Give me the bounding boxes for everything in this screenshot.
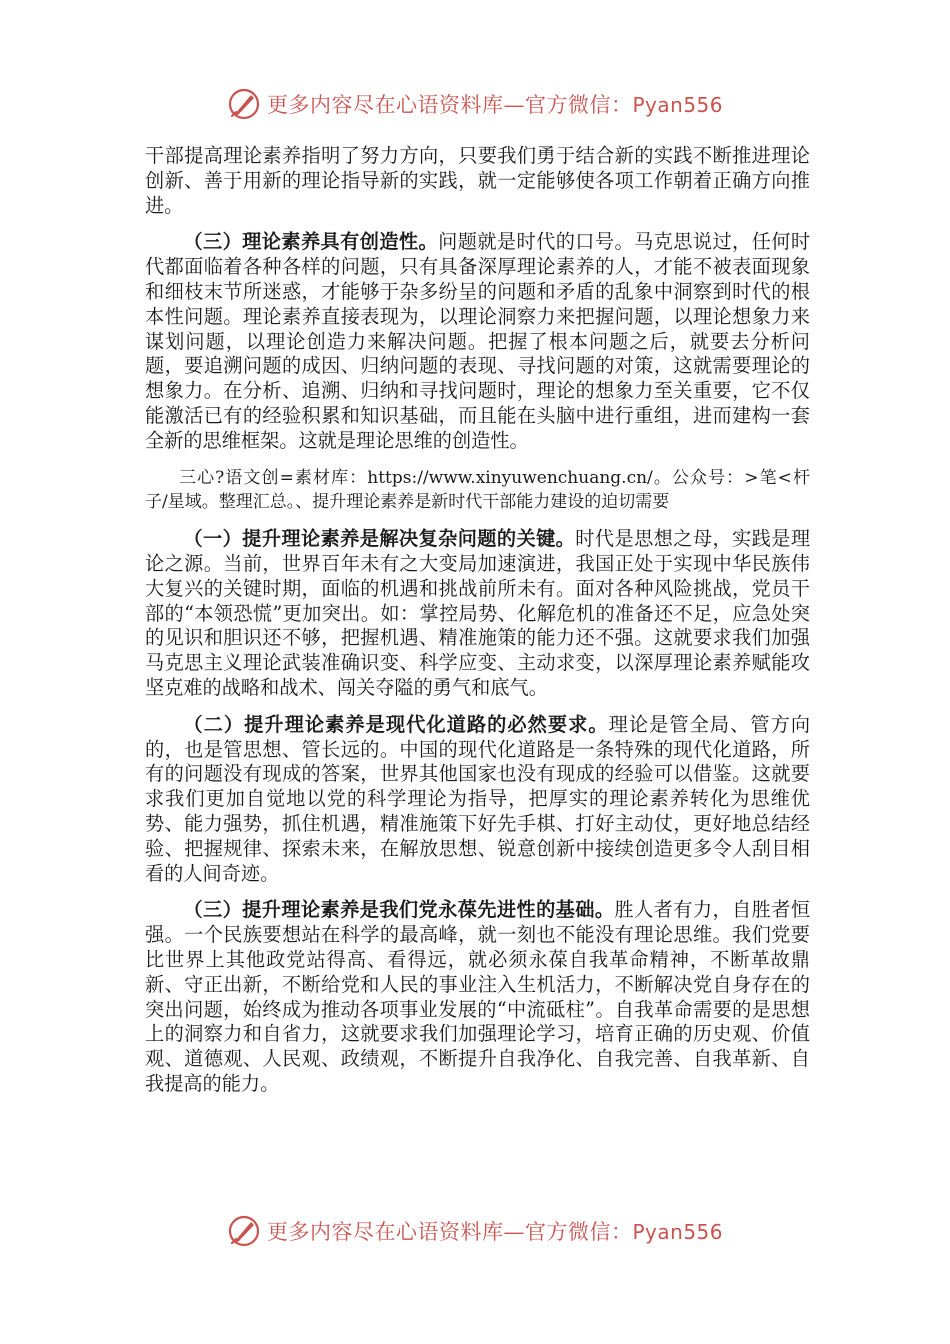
quill-logo-icon (227, 1214, 261, 1248)
paragraph-text: 问题就是时代的口号。马克思说过，任何时代都面临着各种各样的问题，只有具备深厚理论素养的人，才能不被表面现象和细枝末节所迷惑，才能够于杂多纷呈的问题和矛盾的乱象中洞察到时代的根本性问题。理论素养直接表现为，以理论洞察力来把握问题，以理论想象力来谋划问题，以理论创造力来解决问题。把握了根本问题之后，就要去分析问题，要追溯问题的成因、归纳问题的表现、寻找问题的对策，这就需要理论的想象力。在分析、追溯、归纳和寻找问题时，理论的想象力至关重要，它不仅能激活已有的经验积累和知识基础，而且能在头脑中进行重组，进而建构一套全新的思维框架。这就是理论思维的创造性。 (145, 230, 811, 452)
paragraph-text: 时代是思想之母，实践是理论之源。当前，世界百年未有之大变局加速演进，我国正处于实现中华民族伟大复兴的关键时期，面临的机遇和挑战前所未有。面对各种风险挑战，党员干部的“本领恐慌”更加突出。如：掌控局势、化解危机的准备还不足，应急处突的见识和胆识还不够，把握机遇、精准施策的能力还不强。这就要求我们加强马克思主义理论武装准确识变、科学应变、主动求变，以深厚理论素养赋能攻坚克难的战略和战术、闯关夺隘的勇气和底气。 (145, 527, 811, 699)
banner-text-cn: 更多内容尽在心语资料库—官方微信： (266, 93, 633, 117)
paragraph-text: 理论是管全局、管方向的，也是管思想、管长远的。中国的现代化道路是一条特殊的现代化道路，所有的问题没有现成的答案，世界其他国家也没有现成的经验可以借鉴。这就要求我们更加自觉地以党的科学理论为指导，把厚实的理论素养转化为思维优势、能力强势，抓住机遇，精准施策下好先手棋、打好主动仗，更好地总结经验、把握规律、探索未来，在解放思想、锐意创新中接续创造更多令人刮目相看的人间奇迹。 (145, 712, 811, 885)
quill-logo-icon (227, 87, 261, 121)
footer-banner (0, 1211, 950, 1251)
document-body (145, 144, 810, 1109)
paragraph (145, 230, 810, 453)
paragraph-text: 胜人者有力，自胜者恒强。一个民族要想站在科学的最高峰，就一刻也不能没有理论思维。我们党要比世界上其他政党站得高、看得远，就必须永葆自我革命精神，不断革故鼎新、守正出新，不断给党和人民的事业注入生机活力，不断解决党自身存在的突出问题，始终成为推动各项事业发展的“中流砥柱”。自我革命需要的是思想上的洞察力和自省力，这就要求我们加强理论学习，培育正确的历史观、价值观、道德观、人民观、政绩观，不断提升自我净化、自我完善、自我革新、自我提高的能力。 (145, 898, 811, 1095)
banner-wechat-id: Pyan556 (632, 1220, 723, 1244)
paragraph (145, 144, 810, 218)
paragraph-heading: （三）理论素养具有创造性。 (183, 230, 439, 254)
paragraph (145, 713, 810, 887)
paragraph-heading: （一）提升理论素养是解决复杂问题的关键。 (183, 527, 576, 551)
banner-text (267, 89, 723, 119)
banner-text (267, 1216, 723, 1246)
header-banner (0, 84, 950, 124)
banner-text-cn: 更多内容尽在心语资料库—官方微信： (266, 1220, 633, 1244)
paragraph (145, 527, 810, 701)
paragraph-heading: （三）提升理论素养是我们党永葆先进性的基础。 (183, 898, 615, 922)
source-note-text: 三心?语文创=素材库：https://www.xinyuwenchuang.cn/。公众号：>笔<杆子/星域。整理汇总。、提升理论素养是新时代干部能力建设的迫切需要 (145, 467, 810, 513)
paragraph-text: 干部提高理论素养指明了努力方向，只要我们勇于结合新的实践不断推进理论创新、善于用新的理论指导新的实践，就一定能够使各项工作朝着正确方向推进。 (145, 144, 810, 217)
paragraph (145, 898, 810, 1096)
paragraph-heading: （二）提升理论素养是现代化道路的必然要求。 (183, 712, 609, 736)
banner-wechat-id: Pyan556 (632, 93, 723, 117)
source-note (145, 466, 810, 516)
